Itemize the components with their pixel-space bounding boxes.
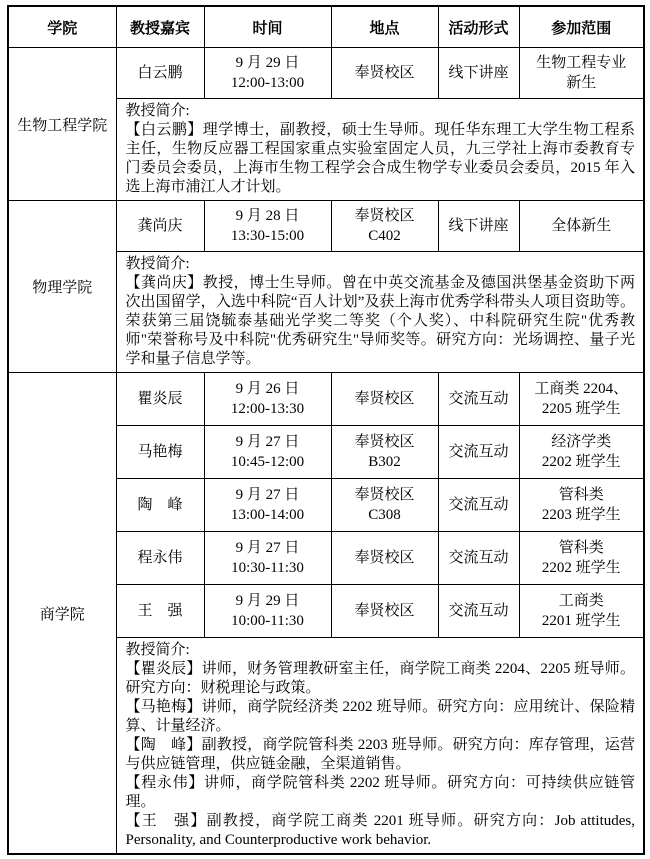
campus: 奉贤校区 — [354, 603, 415, 619]
scope-line: 工商类 2204、 — [534, 381, 629, 397]
format-cell: 交流互动 — [438, 532, 519, 585]
time-cell — [204, 373, 331, 426]
time-cell — [204, 426, 331, 479]
session-date: 9 月 27 日 — [235, 487, 300, 503]
campus: 奉贤校区 — [354, 487, 415, 503]
session-time: 10:45-12:00 — [230, 454, 305, 470]
format-cell: 交流互动 — [438, 373, 519, 426]
scope-line: 生物工程专业 — [536, 55, 627, 71]
session-time: 10:30-11:30 — [231, 560, 304, 576]
scope-line: 管科类 — [558, 540, 604, 556]
campus: 奉贤校区 — [354, 391, 415, 407]
scope-line: 全体新生 — [551, 218, 612, 234]
guest-cell: 瞿炎辰 — [116, 373, 204, 426]
session-time: 12:00-13:00 — [230, 75, 305, 91]
session-date: 9 月 26 日 — [235, 381, 300, 397]
time-cell — [204, 479, 331, 532]
session-date: 9 月 29 日 — [235, 55, 300, 71]
header-time: 时间 — [204, 6, 331, 48]
scope-line: 新生 — [566, 75, 597, 91]
session-time: 13:30-15:00 — [230, 228, 305, 244]
header-scope: 参加范围 — [519, 6, 644, 48]
scope-line: 2202 班学生 — [541, 454, 621, 470]
scope-line: 管科类 — [558, 487, 604, 503]
session-date: 9 月 27 日 — [235, 434, 300, 450]
format-cell: 交流互动 — [438, 585, 519, 638]
scope-cell — [519, 48, 644, 99]
header-guest: 教授嘉宾 — [116, 6, 204, 48]
scope-cell — [519, 373, 644, 426]
session-time: 13:00-14:00 — [230, 507, 305, 523]
session-date: 9 月 28 日 — [235, 208, 300, 224]
time-cell — [204, 48, 331, 99]
bio-paragraph: 【程永伟】讲师，商学院管科类 2202 班导师。研究方向：可持续供应链管理。 — [125, 775, 635, 810]
college-cell-business: 商学院 — [8, 373, 116, 855]
college-cell-bioengineering: 生物工程学院 — [8, 48, 116, 201]
scope-cell — [519, 532, 644, 585]
location-cell — [331, 585, 438, 638]
bio-cell-bioengineering — [116, 99, 644, 201]
guest-cell: 王 强 — [116, 585, 204, 638]
session-row — [8, 373, 644, 426]
location-cell — [331, 426, 438, 479]
time-cell — [204, 585, 331, 638]
room: B302 — [368, 454, 401, 470]
campus: 奉贤校区 — [354, 434, 415, 450]
bio-paragraph: 【龚尚庆】教授，博士生导师。曾在中英交流基金及德国洪堡基金资助下两次出国留学，入选中科院“百人计划”及获上海市优秀学科带头人项目资助等。荣获第三届饶毓泰基础光学奖二等奖（个人奖）、中科院研究生院"优秀教师"荣誉称号及中科院"优秀研究生"导师奖等。研究方向：光场调控、量子光学和量子信息学等。 — [125, 275, 635, 367]
bio-paragraph: 【瞿炎辰】讲师，财务管理教研室主任，商学院工商类 2204、2205 班导师。研究方向：财税理论与政策。 — [125, 661, 635, 696]
session-date: 9 月 27 日 — [235, 540, 300, 556]
scope-cell — [519, 479, 644, 532]
bio-paragraph: 【王 强】副教授，商学院工商类 2201 班导师。研究方向：Job attitudes, Personality, and Counterproductive work behavior. — [125, 813, 635, 848]
scope-cell — [519, 585, 644, 638]
guest-cell: 马艳梅 — [116, 426, 204, 479]
session-time: 12:00-13:30 — [230, 401, 305, 417]
bio-intro-label: 教授简介: — [125, 256, 190, 272]
scope-line: 2205 班学生 — [541, 401, 621, 417]
header-format: 活动形式 — [438, 6, 519, 48]
table-header-row — [8, 6, 644, 48]
format-cell: 线下讲座 — [438, 48, 519, 99]
header-location: 地点 — [331, 6, 438, 48]
bio-cell-business — [116, 638, 644, 855]
header-college: 学院 — [8, 6, 116, 48]
guest-cell: 陶 峰 — [116, 479, 204, 532]
location-cell — [331, 48, 438, 99]
session-row — [8, 201, 644, 252]
scope-cell — [519, 426, 644, 479]
room: C308 — [368, 507, 401, 523]
location-cell — [331, 373, 438, 426]
bio-paragraph: 【马艳梅】讲师，商学院经济类 2202 班导师。研究方向：应用统计、保险精算、计量经济。 — [125, 699, 635, 734]
time-cell — [204, 532, 331, 585]
location-cell — [331, 201, 438, 252]
format-cell: 线下讲座 — [438, 201, 519, 252]
format-cell: 交流互动 — [438, 426, 519, 479]
college-cell-physics: 物理学院 — [8, 201, 116, 373]
session-row — [8, 48, 644, 99]
campus: 奉贤校区 — [354, 65, 415, 81]
location-cell — [331, 532, 438, 585]
bio-paragraph: 【白云鹏】理学博士，副教授，硕士生导师。现任华东理工大学生物工程系主任，生物反应器工程国家重点实验室固定人员，九三学社上海市委教育专门委员会委员，上海市生物工程学会合成生物学专业委员会委员，2015 年入选上海市浦江人才计划。 — [125, 122, 635, 195]
format-cell: 交流互动 — [438, 479, 519, 532]
room: C402 — [368, 228, 401, 244]
scope-line: 2203 班学生 — [541, 507, 621, 523]
guest-cell: 程永伟 — [116, 532, 204, 585]
scope-line: 2201 班学生 — [541, 613, 621, 629]
bio-cell-physics — [116, 252, 644, 373]
schedule-table — [7, 5, 645, 855]
scope-cell — [519, 201, 644, 252]
bio-intro-label: 教授简介: — [125, 642, 190, 658]
campus: 奉贤校区 — [354, 550, 415, 566]
guest-cell: 龚尚庆 — [116, 201, 204, 252]
scope-line: 工商类 — [558, 593, 604, 609]
bio-paragraph: 【陶 峰】副教授，商学院管科类 2203 班导师。研究方向：库存管理，运营与供应链管理，供应链金融，全渠道销售。 — [125, 737, 635, 772]
session-date: 9 月 29 日 — [235, 593, 300, 609]
scope-line: 经济学类 — [551, 434, 612, 450]
campus: 奉贤校区 — [354, 208, 415, 224]
session-time: 10:00-11:30 — [231, 613, 304, 629]
guest-cell: 白云鹏 — [116, 48, 204, 99]
scope-line: 2202 班学生 — [541, 560, 621, 576]
location-cell — [331, 479, 438, 532]
time-cell — [204, 201, 331, 252]
bio-intro-label: 教授简介: — [125, 103, 190, 119]
